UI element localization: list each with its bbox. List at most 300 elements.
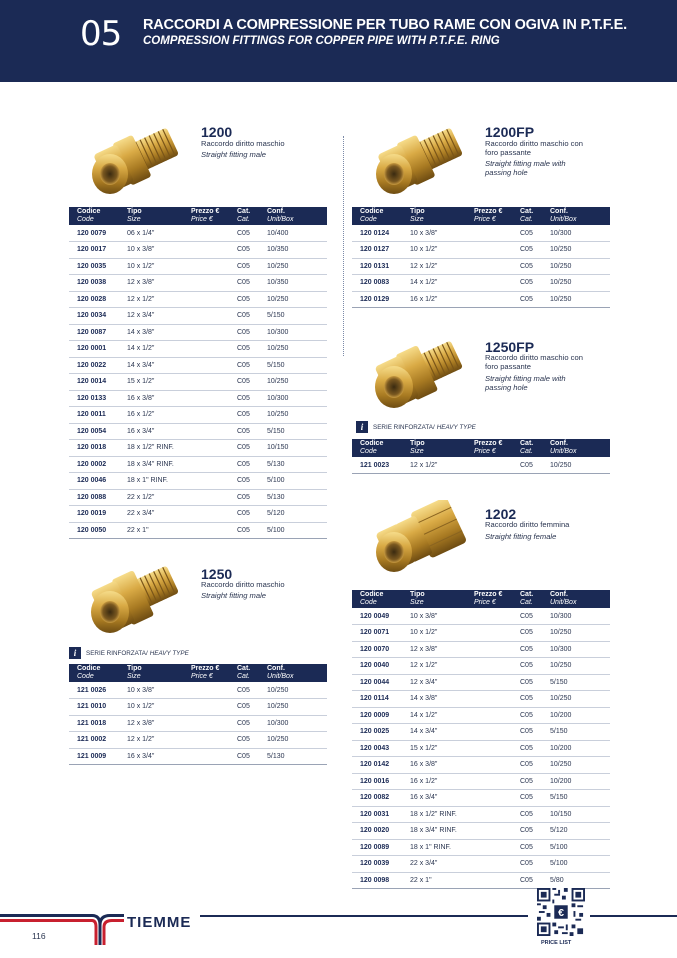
cell-size: 22 x 3/4": [127, 506, 191, 523]
cell-cat: C05: [520, 691, 550, 708]
cell-cat: C05: [237, 522, 267, 539]
cell-cat: C05: [520, 806, 550, 823]
cell-size: 12 x 3/4": [410, 674, 474, 691]
product-desc-en-1250fp-1: Straight fitting male with: [485, 374, 566, 383]
cell-box: 10/250: [550, 457, 610, 474]
cell-cat: C05: [237, 341, 267, 358]
cell-code: 120 0035: [69, 258, 127, 275]
col-size: Tipo Size: [127, 664, 191, 682]
cell-price: [474, 658, 520, 675]
cell-size: 10 x 3/8": [410, 608, 474, 625]
cell-cat: C05: [237, 407, 267, 424]
table-header: [69, 207, 327, 225]
cell-code: 120 0031: [352, 806, 410, 823]
cell-code: 120 0083: [352, 275, 410, 292]
cell-price: [474, 839, 520, 856]
cell-size: 14 x 1/2": [127, 341, 191, 358]
cell-box: 10/250: [267, 732, 327, 749]
cell-size: 16 x 1/2": [127, 407, 191, 424]
cell-box: 5/130: [267, 748, 327, 765]
table-row: [352, 691, 610, 708]
product-desc-en-1200fp-2: passing hole: [485, 168, 528, 177]
cell-cat: C05: [237, 715, 267, 732]
fitting-1250-photo: [80, 560, 190, 640]
cell-code: 120 0049: [352, 608, 410, 625]
table-row: [69, 423, 327, 440]
cell-price: [474, 242, 520, 259]
cell-size: 14 x 1/2": [410, 707, 474, 724]
table-row: [352, 724, 610, 741]
cell-price: [191, 275, 237, 292]
cell-cat: C05: [520, 823, 550, 840]
cell-box: 10/250: [550, 757, 610, 774]
cell-size: 16 x 3/8": [410, 757, 474, 774]
cell-price: [474, 625, 520, 642]
table-row: [352, 225, 610, 242]
product-desc-en-1250fp-2: passing hole: [485, 383, 528, 392]
cell-size: 12 x 3/4": [127, 308, 191, 325]
cell-box: 10/300: [267, 715, 327, 732]
cell-price: [474, 773, 520, 790]
col-box: Conf. Unit/Box: [267, 207, 327, 225]
cell-cat: C05: [520, 258, 550, 275]
col-code: Codice Code: [352, 207, 410, 225]
cell-price: [191, 258, 237, 275]
cell-cat: C05: [237, 374, 267, 391]
cell-code: 120 0127: [352, 242, 410, 259]
cell-price: [474, 674, 520, 691]
cell-size: 10 x 3/8": [410, 225, 474, 242]
table-row: [69, 456, 327, 473]
cell-cat: C05: [237, 506, 267, 523]
cell-size: 22 x 3/4": [410, 856, 474, 873]
product-desc-it-1200: Raccordo diritto maschio: [201, 139, 285, 148]
info-icon: i: [69, 647, 81, 659]
cell-price: [474, 275, 520, 292]
table-1200fp: [352, 207, 610, 308]
product-code-1200: 1200: [201, 124, 233, 140]
cell-box: 5/130: [267, 456, 327, 473]
page-title-en: COMPRESSION FITTINGS FOR COPPER PIPE WITH P.T.F.E. RING: [143, 35, 500, 47]
cell-box: 5/100: [550, 856, 610, 873]
cell-price: [474, 707, 520, 724]
table-row: [352, 823, 610, 840]
cell-size: 22 x 1/2": [127, 489, 191, 506]
cell-size: 10 x 3/8": [127, 682, 191, 699]
cell-price: [474, 790, 520, 807]
cell-cat: C05: [237, 324, 267, 341]
cell-cat: C05: [520, 790, 550, 807]
cell-code: 120 0070: [352, 641, 410, 658]
cell-price: [191, 423, 237, 440]
page-number: 116: [32, 931, 46, 941]
cell-code: 120 0054: [69, 423, 127, 440]
product-desc-it-1200fp-2: foro passante: [485, 148, 532, 157]
cell-cat: C05: [237, 699, 267, 716]
cell-price: [191, 407, 237, 424]
cell-code: 120 0043: [352, 740, 410, 757]
product-desc-it-1250fp-2: foro passante: [485, 362, 532, 371]
cell-price: [191, 242, 237, 259]
cell-code: 120 0001: [69, 341, 127, 358]
table-row: [352, 625, 610, 642]
cell-cat: C05: [520, 674, 550, 691]
fitting-1200-photo: [80, 122, 190, 202]
cell-box: 10/150: [550, 806, 610, 823]
cell-size: 14 x 3/8": [127, 324, 191, 341]
cell-cat: C05: [520, 707, 550, 724]
cell-size: 16 x 1/2": [410, 773, 474, 790]
cell-box: 10/250: [550, 625, 610, 642]
table-row: [352, 608, 610, 625]
cell-size: 06 x 1/4": [127, 225, 191, 242]
cell-code: 120 0018: [69, 440, 127, 457]
product-code-1250fp: 1250FP: [485, 339, 535, 355]
cell-code: 120 0022: [69, 357, 127, 374]
cell-box: 10/150: [267, 440, 327, 457]
table-row: [352, 707, 610, 724]
col-cat: Cat. Cat.: [520, 207, 550, 225]
cell-price: [191, 522, 237, 539]
cell-size: 18 x 1/2" RINF.: [410, 806, 474, 823]
cell-box: 10/250: [267, 374, 327, 391]
page-title-it: RACCORDI A COMPRESSIONE PER TUBO RAME CON OGIVA IN P.T.F.E.: [143, 17, 627, 33]
cell-price: [191, 390, 237, 407]
euro-icon: €: [558, 906, 564, 919]
cell-price: [474, 457, 520, 474]
cell-code: 120 0079: [69, 225, 127, 242]
cell-cat: C05: [520, 242, 550, 259]
cell-box: 5/100: [267, 522, 327, 539]
table-row: [69, 732, 327, 749]
col-cat: Cat. Cat.: [237, 207, 267, 225]
cell-size: 12 x 3/8": [410, 641, 474, 658]
cell-code: 121 0026: [69, 682, 127, 699]
cell-size: 12 x 3/8": [127, 275, 191, 292]
cell-cat: C05: [520, 856, 550, 873]
product-desc-en-1200: Straight fitting male: [201, 150, 266, 159]
cell-cat: C05: [237, 440, 267, 457]
cell-size: 18 x 1" RINF.: [127, 473, 191, 490]
product-desc-en-1250: Straight fitting male: [201, 591, 266, 600]
cell-cat: C05: [520, 225, 550, 242]
cell-price: [474, 691, 520, 708]
col-size: Tipo Size: [410, 207, 474, 225]
table-row: [352, 773, 610, 790]
product-code-1202: 1202: [485, 506, 517, 522]
fitting-1202-photo: [364, 500, 474, 580]
table-row: [352, 856, 610, 873]
product-desc-it-1200fp-1: Raccordo diritto maschio con: [485, 139, 583, 148]
table-1202: [352, 590, 610, 889]
col-price: Prezzo € Price €: [474, 207, 520, 225]
cell-cat: C05: [237, 357, 267, 374]
cell-code: 120 0017: [69, 242, 127, 259]
table-row: [69, 390, 327, 407]
cell-cat: C05: [237, 258, 267, 275]
table-row: [69, 489, 327, 506]
cell-size: 12 x 1/2": [410, 658, 474, 675]
cell-price: [191, 732, 237, 749]
cell-price: [191, 473, 237, 490]
cell-price: [474, 225, 520, 242]
cell-box: 5/150: [267, 357, 327, 374]
table-row: [69, 407, 327, 424]
table-row: [352, 258, 610, 275]
cell-box: 5/150: [550, 724, 610, 741]
cell-price: [191, 341, 237, 358]
page-header: [0, 0, 677, 82]
table-row: [69, 506, 327, 523]
cell-size: 18 x 3/4" RINF.: [127, 456, 191, 473]
cell-box: 10/250: [550, 242, 610, 259]
cell-size: 16 x 3/4": [127, 748, 191, 765]
cell-price: [191, 489, 237, 506]
cell-cat: C05: [520, 757, 550, 774]
cell-code: 120 0089: [352, 839, 410, 856]
cell-price: [474, 806, 520, 823]
table-header: [352, 207, 610, 225]
cell-box: 5/100: [267, 473, 327, 490]
table-row: [69, 275, 327, 292]
cell-cat: C05: [237, 390, 267, 407]
table-row: [69, 341, 327, 358]
heavy-type-label-1250fp: i SERIE RINFORZATA/ HEAVY TYPE: [356, 421, 476, 433]
cell-box: 10/250: [267, 341, 327, 358]
table-row: [352, 740, 610, 757]
cell-code: 120 0028: [69, 291, 127, 308]
cell-size: 10 x 3/8": [127, 242, 191, 259]
cell-box: 10/300: [550, 641, 610, 658]
col-code: Codice Code: [69, 664, 127, 682]
cell-size: 14 x 1/2": [410, 275, 474, 292]
cell-size: 18 x 3/4" RINF.: [410, 823, 474, 840]
cell-box: 10/250: [550, 658, 610, 675]
heavy-type-label-1250: i SERIE RINFORZATA/ HEAVY TYPE: [69, 647, 189, 659]
col-cat: Cat. Cat.: [520, 439, 550, 457]
col-box: Conf. Unit/Box: [550, 439, 610, 457]
cell-price: [191, 748, 237, 765]
cell-box: 5/120: [550, 823, 610, 840]
cell-price: [191, 506, 237, 523]
cell-box: 5/150: [267, 423, 327, 440]
table-row: [352, 641, 610, 658]
table-row: [69, 748, 327, 765]
table-row: [352, 291, 610, 308]
col-size: Tipo Size: [410, 590, 474, 608]
cell-price: [191, 715, 237, 732]
cell-box: 10/200: [550, 740, 610, 757]
cell-box: 10/200: [550, 707, 610, 724]
cell-cat: C05: [520, 457, 550, 474]
cell-box: 5/100: [550, 839, 610, 856]
cell-cat: C05: [237, 489, 267, 506]
cell-box: 10/250: [550, 691, 610, 708]
cell-cat: C05: [520, 291, 550, 308]
cell-code: 120 0011: [69, 407, 127, 424]
table-row: [69, 440, 327, 457]
col-code: Codice Code: [69, 207, 127, 225]
cell-price: [191, 225, 237, 242]
cell-price: [474, 856, 520, 873]
col-code: Codice Code: [352, 439, 410, 457]
cell-size: 18 x 1" RINF.: [410, 839, 474, 856]
cell-cat: C05: [237, 682, 267, 699]
cell-code: 120 0019: [69, 506, 127, 523]
cell-box: 10/200: [550, 773, 610, 790]
cell-cat: C05: [237, 748, 267, 765]
cell-size: 16 x 3/4": [410, 790, 474, 807]
cell-code: 120 0133: [69, 390, 127, 407]
cell-size: 14 x 3/4": [127, 357, 191, 374]
table-row: [352, 872, 610, 889]
cell-box: 5/120: [267, 506, 327, 523]
col-price: Prezzo € Price €: [191, 207, 237, 225]
cell-box: 10/250: [267, 682, 327, 699]
fitting-1200fp-photo: [364, 122, 474, 202]
cell-code: 120 0002: [69, 456, 127, 473]
cell-cat: C05: [520, 872, 550, 889]
product-desc-it-1202: Raccordo diritto femmina: [485, 520, 570, 529]
cell-price: [191, 456, 237, 473]
cell-code: 120 0114: [352, 691, 410, 708]
cell-cat: C05: [237, 242, 267, 259]
col-price: Prezzo € Price €: [474, 439, 520, 457]
cell-size: 16 x 1/2": [410, 291, 474, 308]
cell-size: 12 x 1/2": [410, 457, 474, 474]
cell-size: 10 x 1/2": [410, 242, 474, 259]
col-box: Conf. Unit/Box: [267, 664, 327, 682]
brand-logo: TIEMME: [127, 914, 192, 931]
table-row: [69, 291, 327, 308]
cell-box: 10/250: [267, 407, 327, 424]
cell-price: [191, 357, 237, 374]
table-row: [69, 715, 327, 732]
cell-code: 120 0020: [352, 823, 410, 840]
cell-price: [474, 724, 520, 741]
cell-box: 5/150: [267, 308, 327, 325]
cell-price: [474, 757, 520, 774]
cell-cat: C05: [520, 641, 550, 658]
table-row: [352, 806, 610, 823]
cell-code: 120 0044: [352, 674, 410, 691]
table-row: [69, 308, 327, 325]
table-row: [69, 225, 327, 242]
table-row: [69, 258, 327, 275]
cell-price: [191, 682, 237, 699]
table-row: [352, 457, 610, 474]
cell-cat: C05: [520, 724, 550, 741]
table-row: [352, 275, 610, 292]
table-1250fp: [352, 439, 610, 474]
col-code: Codice Code: [352, 590, 410, 608]
cell-box: 10/400: [267, 225, 327, 242]
cell-cat: C05: [520, 773, 550, 790]
cell-code: 120 0040: [352, 658, 410, 675]
cell-price: [474, 641, 520, 658]
table-row: [352, 242, 610, 259]
table-1250: [69, 664, 327, 765]
cell-code: 120 0131: [352, 258, 410, 275]
cell-cat: C05: [237, 308, 267, 325]
cell-cat: C05: [237, 275, 267, 292]
cell-code: 120 0071: [352, 625, 410, 642]
col-price: Prezzo € Price €: [191, 664, 237, 682]
col-box: Conf. Unit/Box: [550, 207, 610, 225]
cell-code: 121 0002: [69, 732, 127, 749]
cell-code: 120 0082: [352, 790, 410, 807]
cell-price: [191, 440, 237, 457]
cell-code: 120 0014: [69, 374, 127, 391]
col-cat: Cat. Cat.: [237, 664, 267, 682]
cell-cat: C05: [520, 608, 550, 625]
column-divider: [343, 136, 344, 356]
cell-price: [191, 308, 237, 325]
table-row: [352, 674, 610, 691]
table-row: [69, 374, 327, 391]
cell-cat: C05: [237, 225, 267, 242]
cell-size: 14 x 3/8": [410, 691, 474, 708]
cell-box: 10/300: [550, 608, 610, 625]
cell-box: 10/250: [550, 275, 610, 292]
cell-code: 120 0009: [352, 707, 410, 724]
cell-code: 120 0034: [69, 308, 127, 325]
table-row: [352, 790, 610, 807]
qr-code[interactable]: [537, 888, 585, 936]
table-header: [69, 664, 327, 682]
cell-box: 10/250: [550, 291, 610, 308]
cell-size: 16 x 3/8": [127, 390, 191, 407]
cell-size: 18 x 1/2" RINF.: [127, 440, 191, 457]
cell-box: 10/350: [267, 275, 327, 292]
cell-size: 12 x 1/2": [410, 258, 474, 275]
cell-code: 120 0039: [352, 856, 410, 873]
cell-code: 120 0038: [69, 275, 127, 292]
table-row: [69, 522, 327, 539]
cell-code: 120 0087: [69, 324, 127, 341]
col-price: Prezzo € Price €: [474, 590, 520, 608]
cell-cat: C05: [520, 839, 550, 856]
cell-box: 5/150: [550, 674, 610, 691]
cell-code: 121 0009: [69, 748, 127, 765]
cell-size: 22 x 1": [410, 872, 474, 889]
product-desc-en-1200fp-1: Straight fitting male with: [485, 159, 566, 168]
cell-cat: C05: [237, 456, 267, 473]
cell-code: 120 0050: [69, 522, 127, 539]
cell-box: 5/150: [550, 790, 610, 807]
cell-box: 10/350: [267, 242, 327, 259]
table-row: [69, 242, 327, 259]
cell-code: 120 0129: [352, 291, 410, 308]
cell-code: 120 0142: [352, 757, 410, 774]
cell-box: 10/300: [267, 324, 327, 341]
col-size: Tipo Size: [410, 439, 474, 457]
cell-box: 5/80: [550, 872, 610, 889]
info-icon: i: [356, 421, 368, 433]
col-size: Tipo Size: [127, 207, 191, 225]
product-code-1250: 1250: [201, 566, 233, 582]
cell-price: [474, 823, 520, 840]
cell-cat: C05: [520, 625, 550, 642]
cell-box: 10/250: [267, 258, 327, 275]
cell-size: 15 x 1/2": [127, 374, 191, 391]
cell-size: 12 x 1/2": [127, 732, 191, 749]
cell-cat: C05: [237, 732, 267, 749]
table-row: [352, 839, 610, 856]
cell-box: 10/300: [267, 390, 327, 407]
fitting-1250fp-photo: [364, 335, 474, 415]
cell-price: [191, 291, 237, 308]
